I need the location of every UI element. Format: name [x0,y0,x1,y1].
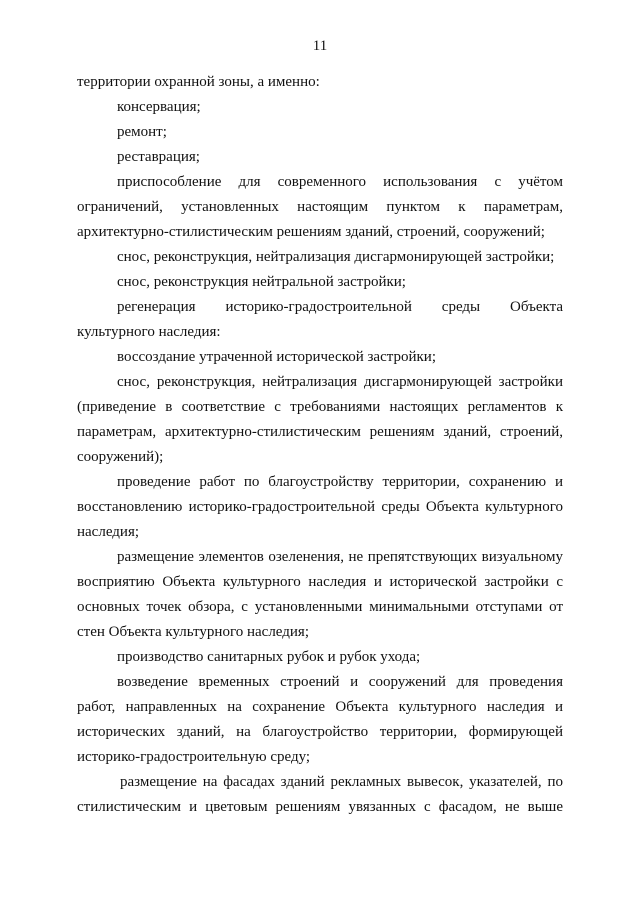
text-line: снос, реконструкция, нейтрализация дисгармонирующей застройки; [117,249,555,265]
text-line: основных точек обзора, с установленными минимальными отступами от [77,599,563,615]
list-item-conservation: консервация; [117,99,201,115]
text-line: сооружений); [77,449,164,465]
text-line: ограничений, установленных настоящим пунктом к параметрам, [77,199,563,215]
list-item-repair: ремонт; [117,124,167,140]
text-line: регенерация историко-градостроительной среды Объекта [117,299,563,315]
text-line: размещение элементов озеленения, не препятствующих визуальному [117,549,563,565]
text-line: приспособление для современного использования с учётом [117,174,563,190]
text-line: снос, реконструкция нейтральной застройки; [117,274,406,290]
text-line: производство санитарных рубок и рубок ухода; [117,649,421,665]
text-line: стилистическим и цветовым решениям увязанных с фасадом, не выше [77,799,563,815]
text-line: возведение временных строений и сооружений для проведения [117,674,563,690]
text-line: восприятию Объекта культурного наследия и исторической застройки с [77,574,563,590]
body-text [77,70,563,820]
text-line: исторических зданий, на благоустройство территории, формирующей [77,724,563,740]
text-line: (приведение в соответствие с требованиями настоящих регламентов к [77,399,563,415]
text-line: размещение на фасадах зданий рекламных вывесок, указателей, по [120,774,563,790]
text-line: архитектурно-стилистическим решениям зданий, строений, сооружений; [77,224,545,240]
text-line: историко-градостроительную среду; [77,749,311,765]
text-line: снос, реконструкция, нейтрализация дисгармонирующей застройки [117,374,563,390]
text-line: воссоздание утраченной исторической застройки; [117,349,436,365]
text-line: наследия; [77,524,140,540]
text-line: работ, направленных на сохранение Объекта культурного наследия и [77,699,563,715]
text-line: территории охранной зоны, а именно: [77,74,320,90]
text-line: проведение работ по благоустройству территории, сохранению и [117,474,563,490]
text-line: параметрам, архитектурно-стилистическим решениям зданий, строений, [77,424,563,440]
text-line: восстановлению историко-градостроительной среды Объекта культурного [77,499,563,515]
list-item-restoration: реставрация; [117,149,200,165]
page-number: 11 [312,38,328,54]
text-line: стен Объекта культурного наследия; [77,624,309,640]
text-line: культурного наследия: [77,324,221,340]
